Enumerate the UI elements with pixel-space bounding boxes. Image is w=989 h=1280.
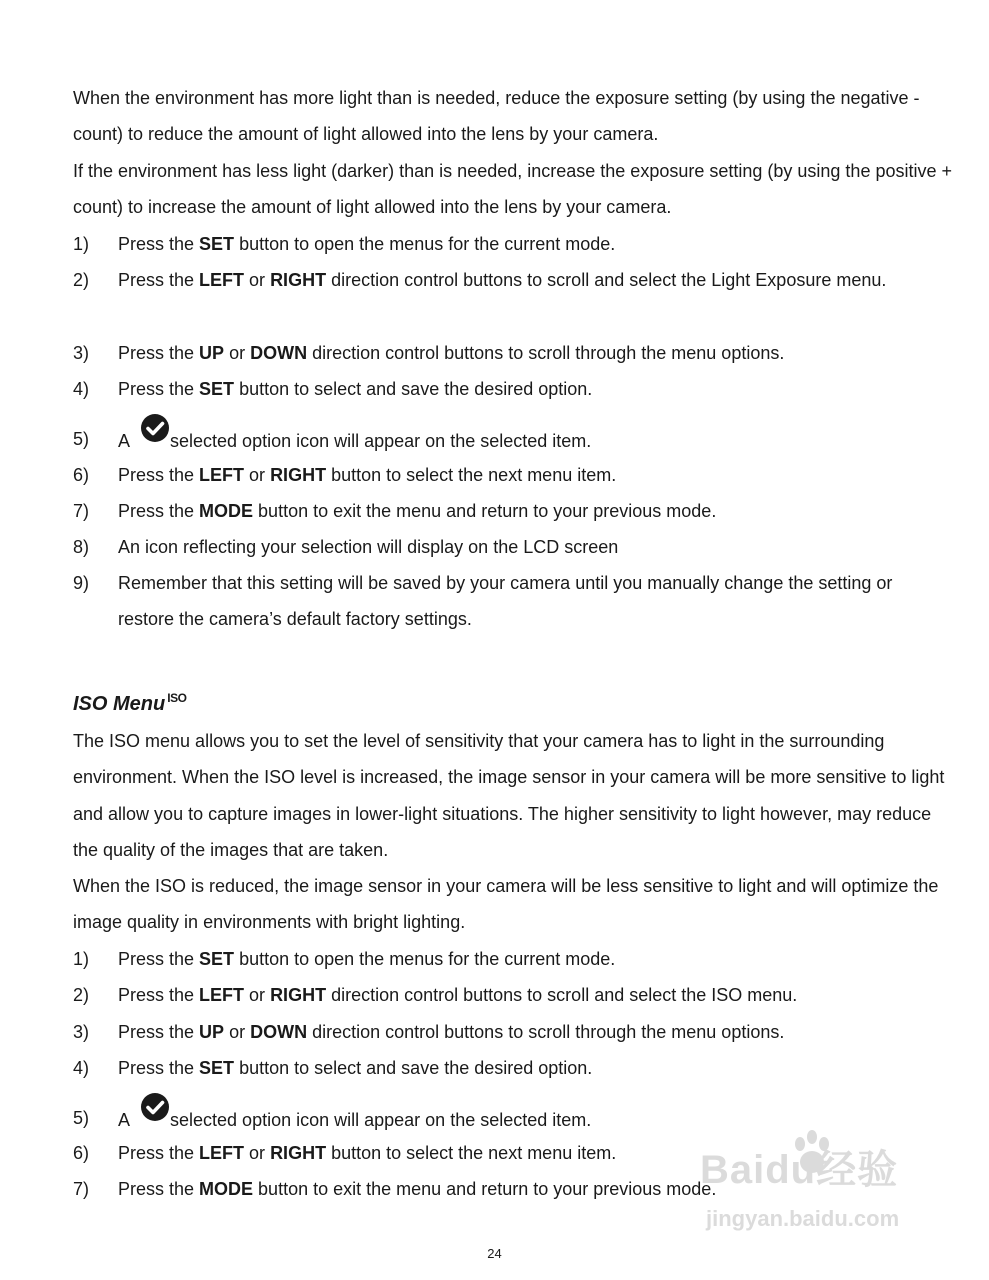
watermark-url: jingyan.baidu.com [706, 1206, 900, 1231]
step-number: 7) [73, 501, 90, 521]
step-number: 1) [73, 949, 90, 969]
iso-paragraph-2: When the ISO is reduced, the image sensor in your camera will be less sensitive to light and will optimize the image quality in environments with bright lighting. [73, 876, 939, 933]
list-item: 4) Press the SET button to select and save the desired option. [73, 371, 953, 407]
step-number: 2) [73, 270, 90, 290]
intro-paragraph-1: When the environment has more light than is needed, reduce the exposure setting (by using the negative - count) to reduce the amount of light allowed into the lens by your camera. [73, 88, 920, 145]
step-number: 4) [73, 379, 90, 399]
list-item: 6) Press the LEFT or RIGHT button to select the next menu item. [73, 1135, 953, 1171]
step-number: 1) [73, 234, 90, 254]
list-item: 3) Press the UP or DOWN direction control buttons to scroll through the menu options. [73, 335, 953, 371]
step-number: 7) [73, 1179, 90, 1199]
page-number: 24 [487, 1246, 502, 1261]
step-number: 9) [73, 573, 90, 593]
step-number: 5) [73, 429, 90, 449]
step-number: 5) [73, 1108, 90, 1128]
list-item: 1) Press the SET button to open the menus for the current mode. [73, 226, 953, 262]
list-item: 8) An icon reflecting your selection will display on the LCD screen [73, 529, 953, 565]
baidu-watermark [700, 1128, 940, 1248]
list-item: 7) Press the MODE button to exit the menu and return to your previous mode. [73, 1171, 953, 1207]
list-item: 2) Press the LEFT or RIGHT direction control buttons to scroll and select the ISO menu. [73, 977, 953, 1013]
list-item: 7) Press the MODE button to exit the menu and return to your previous mode. [73, 493, 953, 529]
list-item: 3) Press the UP or DOWN direction control buttons to scroll through the menu options. [73, 1014, 953, 1050]
step-number: 8) [73, 537, 90, 557]
step-number: 3) [73, 343, 90, 363]
list-item: 6) Press the LEFT or RIGHT button to select the next menu item. [73, 457, 953, 493]
step-number: 3) [73, 1022, 90, 1042]
list-item: 4) Press the SET button to select and save the desired option. [73, 1050, 953, 1086]
step-number: 6) [73, 1143, 90, 1163]
iso-paragraph-1: The ISO menu allows you to set the level of sensitivity that your camera has to light in the surrounding environment. When the ISO level is increased, the image sensor in your camera will be more sensitive to light and allow you to capture images in lower-light situations. The higher sensitivity to light however, may reduce the quality of the images that are taken. [73, 731, 945, 861]
checkmark-circle-icon [140, 413, 170, 443]
list-item: 9) Remember that this setting will be saved by your camera until you manually change the setting or restore the camera’s default factory settings. [73, 565, 953, 638]
list-item: 1) Press the SET button to open the menus for the current mode. [73, 941, 953, 977]
section-heading-iso: ISO Menu $^{ISO}$ [73, 691, 187, 715]
list-item: 5) A selected option icon will appear on the selected item. [73, 1100, 953, 1138]
step-number: 6) [73, 465, 90, 485]
checkmark-circle-icon [140, 1092, 170, 1122]
iso-icon: ISO [167, 691, 187, 705]
step-number: 4) [73, 1058, 90, 1078]
step-number: 2) [73, 985, 90, 1005]
watermark-brand: Baidu经验 [700, 1148, 899, 1192]
list-item: 5) A selected option icon will appear on the selected item. [73, 421, 953, 459]
list-item: 2) Press the LEFT or RIGHT direction control buttons to scroll and select the Light Exposure menu. [73, 262, 953, 298]
intro-paragraph-2: If the environment has less light (darker) than is needed, increase the exposure setting (by using the positive + count) to increase the amount of light allowed into the lens by your camera. [73, 161, 952, 218]
